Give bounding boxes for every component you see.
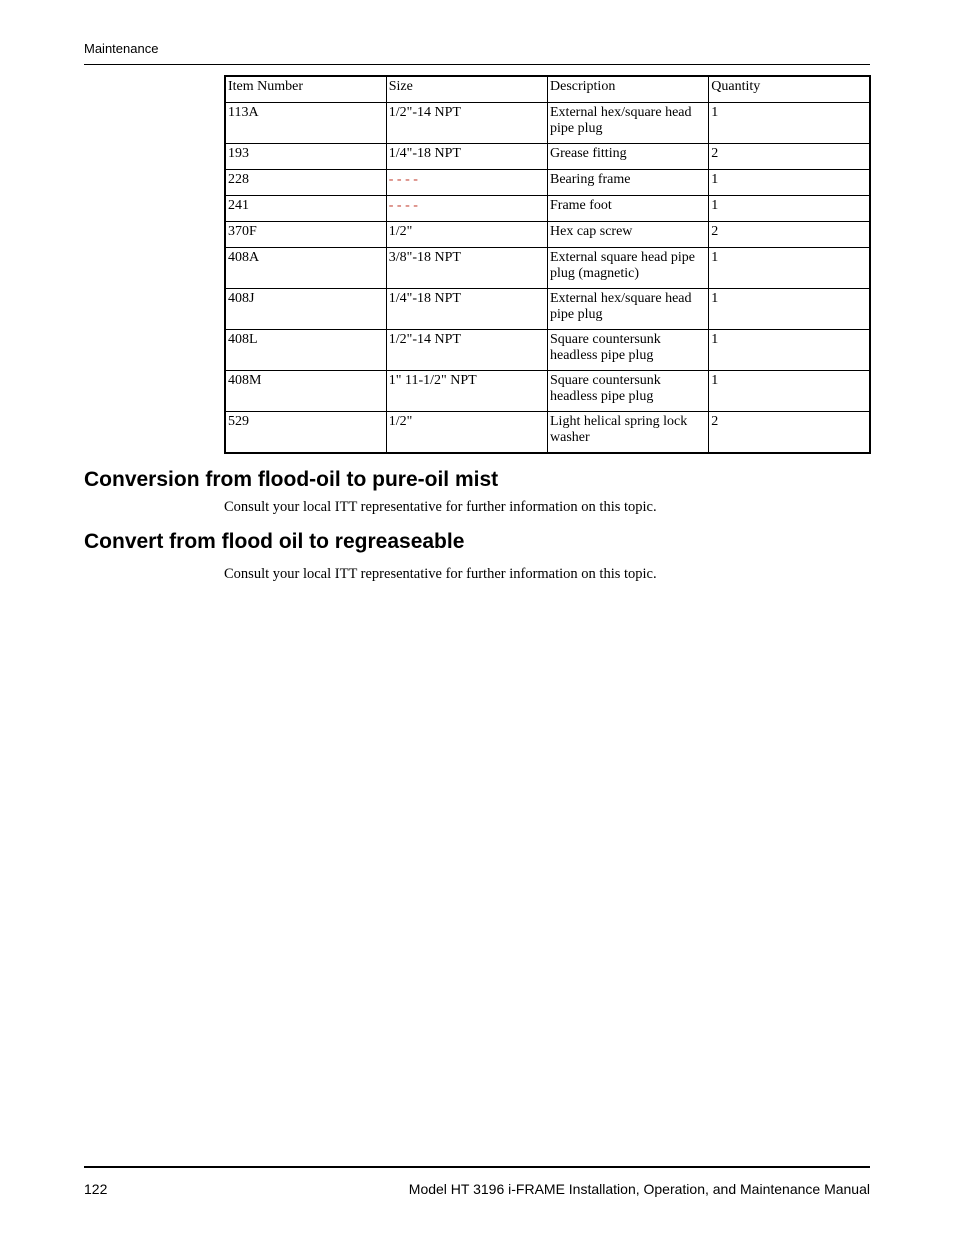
quantity-cell: 1 (709, 248, 870, 289)
column-header-quantity: Quantity (709, 76, 870, 103)
manual-title: Model HT 3196 i-FRAME Installation, Operation, and Maintenance Manual (408, 1181, 870, 1197)
quantity-cell: 1 (709, 103, 870, 144)
quantity-cell: 2 (709, 412, 870, 454)
quantity-cell: 1 (709, 289, 870, 330)
size-cell: 1/4"-18 NPT (386, 289, 547, 330)
item-number-cell: 228 (225, 170, 386, 196)
size-cell: - - - - (386, 196, 547, 222)
table-row (225, 196, 870, 222)
table-header-row (225, 76, 870, 103)
item-number-cell: 408A (225, 248, 386, 289)
parts-table (224, 75, 871, 454)
quantity-cell: 1 (709, 330, 870, 371)
table-row (225, 371, 870, 412)
table-row (225, 170, 870, 196)
size-cell: - - - - (386, 170, 547, 196)
section-heading-pure-oil-mist: Conversion from flood-oil to pure-oil mist (84, 468, 499, 491)
table-row (225, 289, 870, 330)
table-row (225, 330, 870, 371)
header-divider (84, 64, 870, 65)
section-body-text: Consult your local ITT representative for further information on this topic. (224, 499, 657, 515)
description-cell: External square head pipe plug (magnetic) (548, 248, 709, 289)
column-header-size: Size (386, 76, 547, 103)
quantity-cell: 1 (709, 371, 870, 412)
section-body-text: Consult your local ITT representative for further information on this topic. (224, 566, 657, 582)
description-cell: Bearing frame (548, 170, 709, 196)
size-cell: 3/8"-18 NPT (386, 248, 547, 289)
section-heading-regreaseable: Convert from flood oil to regreaseable (84, 530, 465, 553)
description-cell: Hex cap screw (548, 222, 709, 248)
table-row (225, 103, 870, 144)
running-header: Maintenance (84, 41, 159, 56)
description-cell: Grease fitting (548, 144, 709, 170)
item-number-cell: 370F (225, 222, 386, 248)
item-number-cell: 408L (225, 330, 386, 371)
size-cell: 1/2"-14 NPT (386, 103, 547, 144)
table-row (225, 144, 870, 170)
size-cell: 1/2" (386, 412, 547, 454)
item-number-cell: 408M (225, 371, 386, 412)
quantity-cell: 2 (709, 144, 870, 170)
size-cell: 1" 11-1/2" NPT (386, 371, 547, 412)
footer-divider (84, 1166, 870, 1168)
table-row (225, 248, 870, 289)
item-number-cell: 193 (225, 144, 386, 170)
quantity-cell: 2 (709, 222, 870, 248)
table-row (225, 222, 870, 248)
item-number-cell: 529 (225, 412, 386, 454)
table-row (225, 412, 870, 454)
column-header-item-number: Item Number (225, 76, 386, 103)
description-cell: External hex/square head pipe plug (548, 289, 709, 330)
description-cell: Square countersunk headless pipe plug (548, 371, 709, 412)
item-number-cell: 408J (225, 289, 386, 330)
size-cell: 1/2"-14 NPT (386, 330, 547, 371)
item-number-cell: 241 (225, 196, 386, 222)
column-header-description: Description (548, 76, 709, 103)
description-cell: Square countersunk headless pipe plug (548, 330, 709, 371)
item-number-cell: 113A (225, 103, 386, 144)
description-cell: Light helical spring lock washer (548, 412, 709, 454)
page-number: 122 (84, 1181, 108, 1197)
quantity-cell: 1 (709, 170, 870, 196)
size-cell: 1/2" (386, 222, 547, 248)
description-cell: External hex/square head pipe plug (548, 103, 709, 144)
description-cell: Frame foot (548, 196, 709, 222)
size-cell: 1/4"-18 NPT (386, 144, 547, 170)
quantity-cell: 1 (709, 196, 870, 222)
